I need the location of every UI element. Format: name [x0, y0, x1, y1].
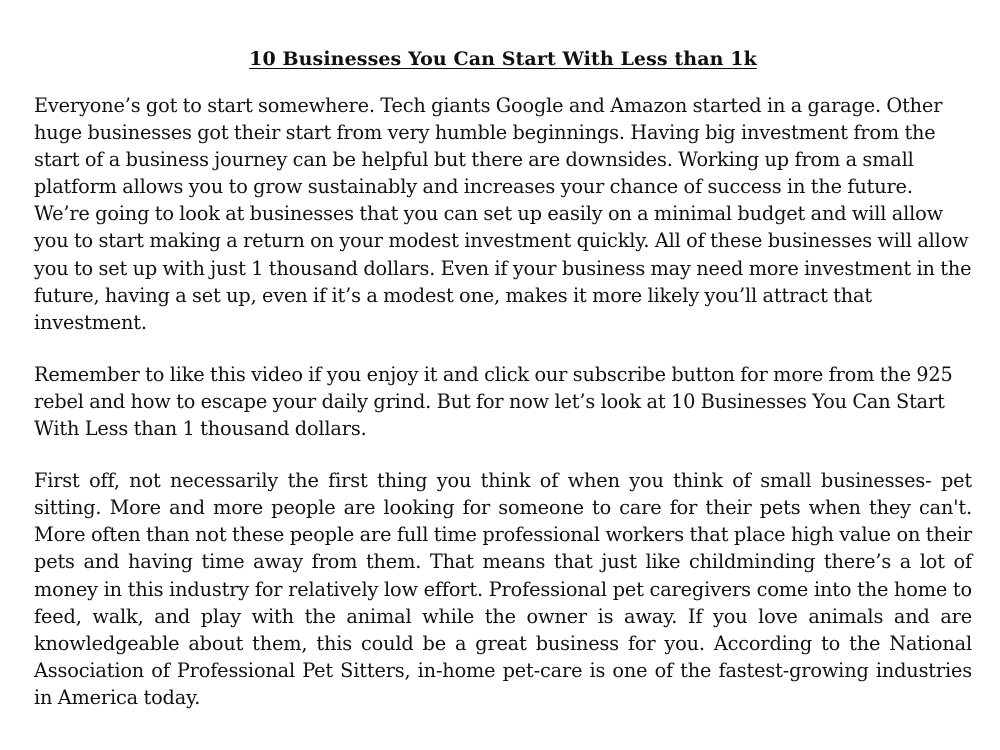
subscribe-paragraph: Remember to like this video if you enjoy it and click our subscribe button for more from the 925 rebel and how to escape your daily grind. But for now let’s look at 10 Businesses You Can Start With Less than 1 thousand dollars. — [34, 362, 953, 441]
intro-paragraph: Everyone’s got to start somewhere. Tech giants Google and Amazon started in a garage. Other huge businesses got their start from very humble beginnings. Having big investment from the start of a business journey can be helpful but there are downsides. Working up from a small platform allows you to grow sustainably and increases your chance of success in the future. We’re going to look at businesses that you can set up easily on a minimal budget and will allow you to start making a return on your modest investment quickly. All of these businesses will allow you to set up with just 1 thousand dollars. Even if your business may need more investment in the future, having a set up, even if it’s a modest one, makes it more likely you’ll attract that investment. — [34, 94, 972, 334]
document-page — [34, 48, 972, 736]
pet-sitting-paragraph: First off, not necessarily the first thing you think of when you think of small businesses- pet sitting. More and more people are looking for someone to care for their pets when they can't. More often than not these people are full time professional workers that place high value on their pets and having time away from them. That means that just like childminding there’s a lot of money in this industry for relatively low effort. Professional pet caregivers come into the home to feed, walk, and play with the animal while the owner is away. If you love animals and are knowledgeable about them, this could be a great business for you. According to the National Association of Professional Pet Sitters, in-home pet-care is one of the fastest-growing industries in America today. — [34, 469, 972, 709]
document-title: 10 Businesses You Can Start With Less than 1k — [249, 48, 757, 70]
